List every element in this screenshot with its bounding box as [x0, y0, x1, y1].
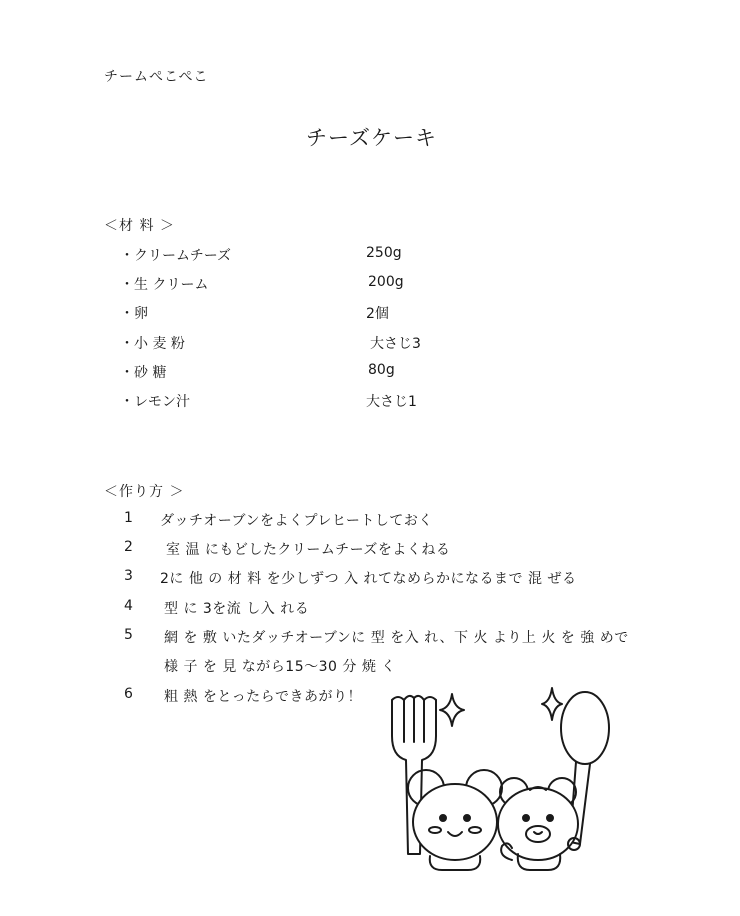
step-text: 網 を 敷 いたダッチオーブンに 型 を入 れ、下 火 より上 火 を 強 めで — [164, 630, 629, 646]
ingredient-qty: 80g — [368, 362, 395, 378]
ingredient-name: ・小 麦 粉 — [120, 336, 185, 352]
step-number: 6 — [124, 686, 133, 702]
step-number: 1 — [124, 510, 133, 526]
ingredient-qty: 大さじ1 — [366, 394, 417, 410]
step-text: 様 子 を 見 ながら15～30 分 焼 く — [164, 659, 396, 675]
step-number: 5 — [124, 627, 133, 643]
step-number: 3 — [124, 568, 133, 584]
ingredient-qty: 250g — [366, 245, 402, 261]
ingredient-qty: 大さじ3 — [370, 336, 421, 352]
step-text: 粗 熱 をとったらできあがり！ — [164, 689, 362, 705]
method-heading: ＜作り方 ＞ — [104, 484, 185, 500]
step-text: ダッチオーブンをよくプレヒートしておく — [160, 513, 433, 529]
ingredient-qty: 2個 — [366, 306, 389, 322]
ingredient-name: ・クリームチーズ — [120, 248, 232, 264]
ingredient-name: ・卵 — [120, 306, 148, 322]
step-number: 2 — [124, 539, 133, 555]
step-text: 2に 他 の 材 料 を少しずつ 入 れてなめらかになるまで 混 ぜる — [160, 571, 577, 587]
step-number: 4 — [124, 598, 133, 614]
ingredient-name: ・レモン汁 — [120, 394, 190, 410]
page-title: チーズケーキ — [306, 126, 437, 150]
ingredient-qty: 200g — [368, 274, 404, 290]
ingredient-name: ・砂 糖 — [120, 365, 167, 381]
step-text: 室 温 にもどしたクリームチーズをよくねる — [166, 542, 451, 558]
illustration — [380, 684, 620, 884]
sparkle-icon — [542, 688, 562, 720]
bear-icon — [498, 778, 580, 870]
ingredient-name: ・生 クリーム — [120, 277, 209, 293]
step-text: 型 に 3を流 し入 れる — [164, 601, 310, 617]
ingredients-heading: ＜材 料 ＞ — [104, 218, 175, 234]
team-name: チームぺこぺこ — [104, 69, 209, 85]
sparkle-icon — [440, 694, 464, 726]
